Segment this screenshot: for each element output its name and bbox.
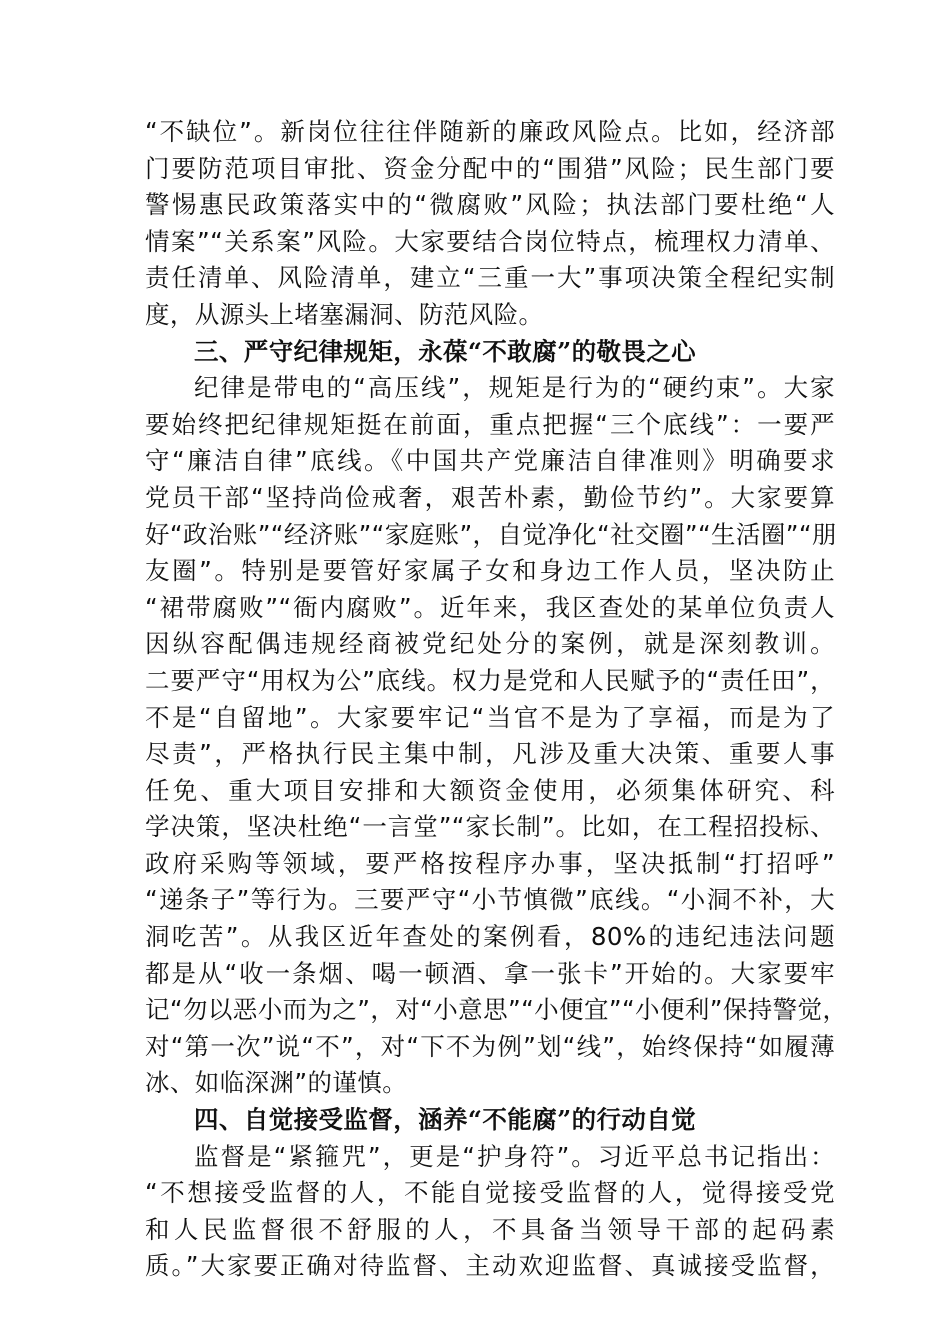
text-line: “裙带腐败”“衙内腐败”。近年来，我区查处的某单位负责人 <box>145 592 835 622</box>
text-line: 责任清单、风险清单，建立“三重一大”事项决策全程纪实制 <box>145 263 835 293</box>
text-line: “不缺位”。新岗位往往伴随新的廉政风险点。比如，经济部 <box>145 117 835 146</box>
text-line: 都是从“收一条烟、喝一顿酒、拿一张卡”开始的。大家要牢 <box>145 958 835 988</box>
text-line: 要始终把纪律规矩挺在前面，重点把握“三个底线”：一要严 <box>145 409 835 439</box>
text-line: 学决策，坚决杜绝“一言堂”“家长制”。比如，在工程招投标、 <box>145 812 835 842</box>
text-line: 党员干部“坚持尚俭戒奢，艰苦朴素，勤俭节约”。大家要算 <box>145 482 835 512</box>
text-line: 和人民监督很不舒服的人，不具备当领导干部的起码素 <box>145 1214 835 1244</box>
text-line: 不是“自留地”。大家要牢记“当官不是为了享福，而是为了 <box>145 702 835 732</box>
text-line: 情案”“关系案”风险。大家要结合岗位特点，梳理权力清单、 <box>145 226 835 256</box>
text-line: 门要防范项目审批、资金分配中的“围猎”风险；民生部门要 <box>145 153 835 183</box>
section-heading-3: 三、严守纪律规矩，永葆“不敢腐”的敬畏之心 <box>194 336 697 366</box>
text-line: 对“第一次”说“不”，对“下不为例”划“线”，始终保持“如履薄 <box>145 1031 835 1061</box>
document-body <box>145 114 848 1285</box>
text-line: 监督是“紧箍咒”，更是“护身符”。习近平总书记指出： <box>194 1141 835 1171</box>
text-line: 守“廉洁自律”底线。《中国共产党廉洁自律准则》明确要求 <box>145 446 835 476</box>
text-line: 度，从源头上堵塞漏洞、防范风险。 <box>145 299 544 329</box>
text-line: 尽责”，严格执行民主集中制，凡涉及重大决策、重要人事 <box>145 739 835 769</box>
text-line: 政府采购等领域，要严格按程序办事，坚决抵制“打招呼” <box>145 848 835 878</box>
text-line: 因纵容配偶违规经商被党纪处分的案例，就是深刻教训。 <box>145 629 835 659</box>
text-line: 友圈”。特别是要管好家属子女和身边工作人员，坚决防止 <box>145 556 835 586</box>
text-line: 任免、重大项目安排和大额资金使用，必须集体研究、科 <box>145 775 835 805</box>
text-line: 警惕惠民政策落实中的“微腐败”风险；执法部门要杜绝“人 <box>145 190 835 220</box>
text-line: 好“政治账”“经济账”“家庭账”，自觉净化“社交圈”“生活圈”“朋 <box>145 519 837 549</box>
text-line: “递条子”等行为。三要严守“小节慎微”底线。“小洞不补，大 <box>145 885 835 915</box>
text-line: 纪律是带电的“高压线”，规矩是行为的“硬约束”。大家 <box>194 373 835 403</box>
text-line: 二要严守“用权为公”底线。权力是党和人民赋予的“责任田”， <box>145 665 835 695</box>
section-heading-4: 四、自觉接受监督，涵养“不能腐”的行动自觉 <box>194 1105 697 1135</box>
text-line: 记“勿以恶小而为之”，对“小意思”“小便宜”“小便利”保持警觉， <box>145 995 848 1025</box>
text-line: 冰、如临深渊”的谨慎。 <box>145 1068 408 1098</box>
text-line: 洞吃苦”。从我区近年查处的案例看，80%的违纪违法问题 <box>145 922 835 952</box>
text-line: 质。”大家要正确对待监督、主动欢迎监督、真诚接受监督， <box>145 1251 835 1281</box>
text-line: “不想接受监督的人，不能自觉接受监督的人，觉得接受党 <box>145 1178 835 1208</box>
